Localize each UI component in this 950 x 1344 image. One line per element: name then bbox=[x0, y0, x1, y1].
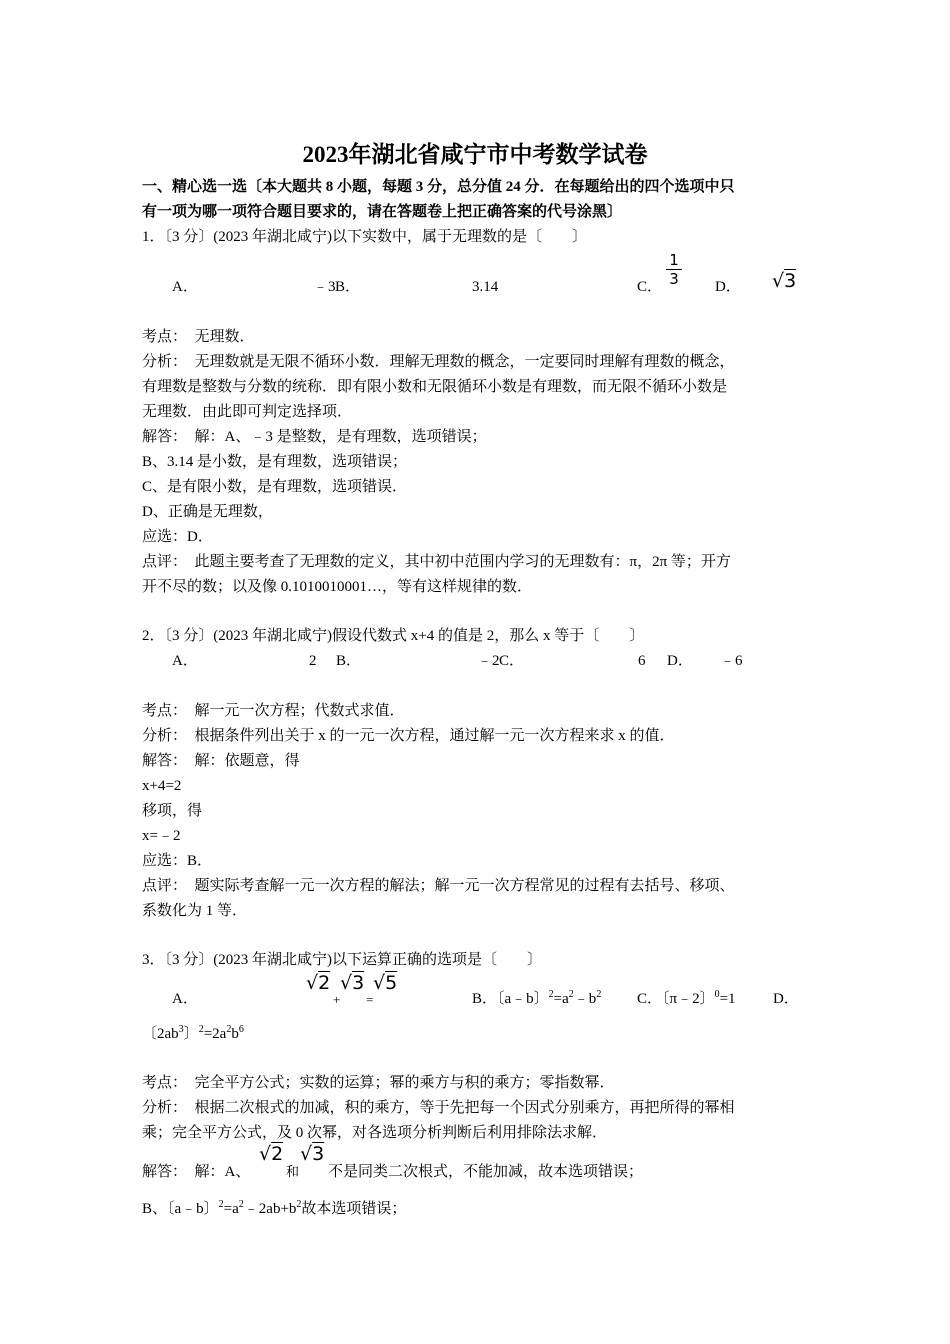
exponent: 2 bbox=[548, 989, 554, 1000]
q3-option-a-label: A． bbox=[172, 991, 198, 1007]
exponent: 0 bbox=[714, 989, 720, 1000]
q3-option-d-value bbox=[142, 1022, 244, 1046]
q1-option-c-fraction bbox=[666, 252, 682, 287]
q3-fenxi-1: 分析： 根据二次根式的加减，积的乘方，等于先把每一个因式分别乘方，再把所得的幂相 bbox=[142, 1100, 735, 1116]
exponent: 2 bbox=[296, 1199, 302, 1210]
page-title: 2023年湖北省咸宁市中考数学试卷 bbox=[302, 142, 648, 167]
q1-dianping-2: 开不尽的数；以及像 0.1010010001…，等有这样规律的数． bbox=[142, 579, 533, 595]
exponent: 6 bbox=[238, 1024, 244, 1035]
option-d-text: =2a bbox=[203, 1026, 227, 1042]
q2-jieda-2: x+4=2 bbox=[142, 778, 182, 794]
q2-fenxi: 分析： 根据条件列出关于 x 的一元一次方程，通过解一元一次方程来求 x 的值． bbox=[142, 728, 675, 744]
q3-jieda-he: 和 bbox=[286, 1164, 300, 1179]
section-heading-line2: 有一项为哪一项符合题目要求的，请在答题卷上把正确答案的代号涂黑〕 bbox=[142, 204, 623, 220]
option-b-tail: ﹣b bbox=[573, 991, 597, 1007]
q3-option-a-sqrt-5: √5 bbox=[373, 972, 398, 994]
q1-option-b-label: B． bbox=[335, 279, 361, 295]
radicand: 5 bbox=[385, 972, 398, 994]
q2-option-b-label: B． bbox=[336, 653, 362, 669]
jieda-b-text: B、〔a﹣b〕 bbox=[142, 1201, 219, 1217]
q2-option-a-value: 2 bbox=[309, 653, 317, 669]
option-d-text: b bbox=[231, 1026, 239, 1042]
q3-fenxi-2: 乘；完全平方公式，及 0 次幂，对各选项分析判断后利用排除法求解． bbox=[142, 1125, 608, 1141]
q1-dianping-1: 点评： 此题主要考查了无理数的定义，其中初中范围内学习的无理数有：π，2π 等；开方 bbox=[142, 554, 731, 570]
option-b-text: B．〔a﹣b〕 bbox=[472, 991, 549, 1007]
jieda-b-mid: ﹣2ab+b bbox=[243, 1201, 297, 1217]
q1-jieda-1: 解答： 解：A、﹣3 是整数，是有理数，选项错误； bbox=[142, 429, 487, 445]
q3-jieda-sqrt-3: √3 bbox=[300, 1143, 325, 1165]
exponent: 2 bbox=[568, 989, 574, 1000]
q3-option-b bbox=[472, 987, 601, 1011]
radicand: 3 bbox=[352, 972, 365, 994]
q1-option-c-label: C． bbox=[637, 279, 663, 295]
fraction-numerator: 1 bbox=[669, 251, 679, 269]
section-heading-line1: 一、精心选一选〔本大题共 8 小题，每题 3 分，总分值 24 分．在每题给出的四个选项中只 bbox=[142, 179, 735, 195]
q2-jieda-4: x=﹣2 bbox=[142, 828, 181, 844]
q3-option-a-sqrt-2: √2 bbox=[306, 972, 331, 994]
option-d-text: 〔2ab bbox=[142, 1026, 179, 1042]
q3-option-c bbox=[637, 987, 736, 1011]
q1-fenxi-1: 分析： 无理数就是无限不循环小数．理解无理数的概念，一定要同时理解有理数的概念， bbox=[142, 354, 735, 370]
q2-option-a-label: A． bbox=[172, 653, 198, 669]
exponent: 2 bbox=[238, 1199, 244, 1210]
radicand: 3 bbox=[312, 1143, 325, 1165]
q2-option-d-value: ﹣6 bbox=[720, 653, 743, 669]
q3-jieda-tail: 不是同类二次根式，不能加减，故本选项错误； bbox=[328, 1164, 644, 1180]
exponent: 2 bbox=[226, 1024, 232, 1035]
q2-answer: 应选：B． bbox=[142, 853, 213, 869]
q2-dianping-1: 点评： 题实际考查解一元一次方程的解法；解一元一次方程常见的过程有去括号、移项、 bbox=[142, 878, 735, 894]
q1-jieda-4: D、正确是无理数， bbox=[142, 504, 273, 520]
radicand: 2 bbox=[318, 972, 331, 994]
option-c-tail: =1 bbox=[719, 991, 736, 1007]
q1-option-a-value: ﹣3 bbox=[313, 279, 336, 295]
q1-fenxi-2: 有理数是整数与分数的统称．即有限小数和无限循环小数是有理数，而无限不循环小数是 bbox=[142, 379, 728, 395]
q1-jieda-3: C、是有限小数，是有理数，选项错误． bbox=[142, 479, 408, 495]
q1-fenxi-3: 无理数．由此即可判定选择项． bbox=[142, 404, 353, 420]
q1-answer: 应选：D． bbox=[142, 529, 213, 545]
jieda-b-tail: 故本选项错误； bbox=[301, 1201, 407, 1217]
q2-option-b-value: ﹣2 bbox=[477, 653, 500, 669]
q1-option-a-label: A． bbox=[172, 279, 198, 295]
option-c-text: C．〔π﹣2〕 bbox=[637, 991, 715, 1007]
q3-option-a-plus: + bbox=[333, 992, 341, 1007]
option-b-eq: =a bbox=[553, 991, 569, 1007]
q3-option-a-sqrt-3: √3 bbox=[340, 972, 365, 994]
q3-jieda-b bbox=[142, 1197, 406, 1221]
q2-kaodian: 考点： 解一元一次方程；代数式求值． bbox=[142, 703, 405, 719]
q3-kaodian: 考点： 完全平方公式；实数的运算；幂的乘方与积的乘方；零指数幂． bbox=[142, 1075, 615, 1091]
q2-jieda-1: 解答： 解：依题意，得 bbox=[142, 753, 300, 769]
exponent: 2 bbox=[198, 1024, 204, 1035]
q3-jieda-prefix: 解答： 解：A、 bbox=[142, 1164, 251, 1180]
q1-option-d-sqrt: √3 bbox=[772, 270, 797, 292]
q3-option-d-label: D． bbox=[773, 991, 799, 1007]
option-d-text: 〕 bbox=[183, 1026, 199, 1042]
exponent: 2 bbox=[596, 989, 602, 1000]
q1-kaodian: 考点： 无理数． bbox=[142, 329, 255, 345]
q2-option-c-value: 6 bbox=[638, 653, 646, 669]
jieda-b-eq: =a bbox=[223, 1201, 239, 1217]
q2-dianping-2: 系数化为 1 等． bbox=[142, 903, 248, 919]
q3-option-a-equals: = bbox=[366, 992, 374, 1007]
q2-stem: 2．〔3 分〕(2023 年湖北咸宁)假设代数式 x+4 的值是 2，那么 x 等于〔 〕 bbox=[142, 628, 645, 644]
fraction-denominator: 3 bbox=[669, 270, 679, 288]
q1-jieda-2: B、3.14 是小数，是有理数，选项错误； bbox=[142, 454, 408, 470]
exponent: 2 bbox=[218, 1199, 224, 1210]
q2-option-d-label: D． bbox=[667, 653, 693, 669]
q2-jieda-3: 移项，得 bbox=[142, 803, 203, 819]
exponent: 3 bbox=[178, 1024, 184, 1035]
q3-jieda-sqrt-2: √2 bbox=[259, 1143, 284, 1165]
q1-stem: 1．〔3 分〕(2023 年湖北咸宁)以下实数中，属于无理数的是〔 〕 bbox=[142, 229, 587, 245]
q3-stem: 3．〔3 分〕(2023 年湖北咸宁)以下运算正确的选项是〔 〕 bbox=[142, 952, 542, 968]
radicand: 2 bbox=[271, 1143, 284, 1165]
q1-option-d-label: D． bbox=[715, 279, 741, 295]
q2-option-c-label: C． bbox=[499, 653, 525, 669]
q1-option-b-value: 3.14 bbox=[472, 279, 499, 295]
radicand: 3 bbox=[784, 270, 797, 292]
